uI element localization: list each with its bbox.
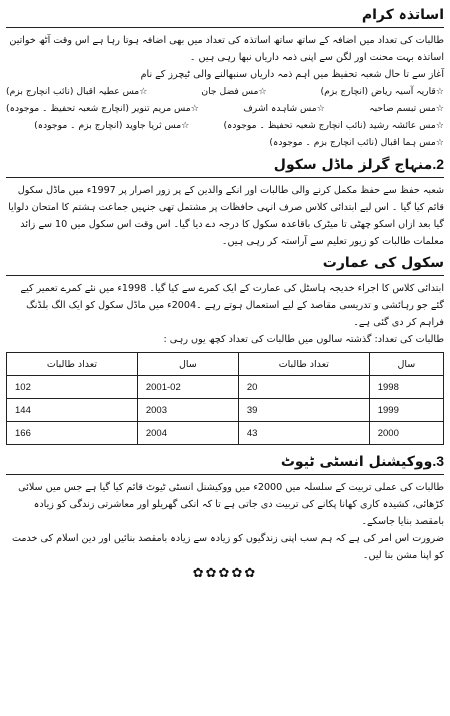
table-cell: 43 [238, 422, 369, 445]
teacher-names-list [6, 83, 444, 151]
teacher-name: ☆مس فضل جان [201, 86, 267, 97]
teacher-names-row [6, 117, 444, 134]
table-header-cell: تعداد طالبات [7, 353, 138, 376]
teacher-name: ☆مس تبسم صاحبہ [369, 103, 444, 114]
student-stats-table [6, 352, 444, 445]
table-cell: 39 [238, 399, 369, 422]
school-heading [6, 154, 444, 175]
table-cell: 2003 [137, 399, 238, 422]
table-header-cell: سال [369, 353, 443, 376]
table-cell: 144 [7, 399, 138, 422]
table-header-cell: تعداد طالبات [238, 353, 369, 376]
flower-ornament-icon: ✿✿✿✿✿ [192, 566, 258, 581]
teacher-name: ☆مس عائشہ رشید (نائب انچارج شعبہ تحفیظ ۔ موجودہ) [223, 120, 444, 131]
building-paragraph: ابتدائی کلاس کا اجراء خدیجہ ہاسٹل کی عمارت کے ایک کمرے سے کیا گیا۔ 1998ء میں نئے کمرے تعمیر کیے گئے جو رہائشی و تدریسی مقاصد کے لیے استعمال ہوتے رہے ۔2004ء میں ماڈل سکول کو ایک الگ بلڈنگ فراہم کر دی گئی ہے۔ [20, 283, 444, 328]
table-row [7, 422, 444, 445]
table-cell: 102 [7, 376, 138, 399]
teachers-paragraph: طالبات کی تعداد میں اضافہ کے ساتھ ساتھ اساتذہ کی تعداد میں بھی اضافہ ہوتا رہا ہے اس وقت آٹھ خواتین اساتذہ بہت محنت اور لگن سے اپنی ذمہ داریاں نبھا رہی ہیں ۔ [9, 35, 444, 63]
vocational-heading-number: 3. [432, 453, 444, 469]
school-paragraph: شعبہ حفظ سے حفظ مکمل کرنے والی طالبات اور انکے والدین کے پر زور اصرار پر 1997ء میں ماڈل سکول قائم کیا گیا ۔ اس لیے ابتدائی کلاس صرف انہی حافظات پر مشتمل تھی جنہیں جماعت ہشتم کا امتحان دلوایا گیا بعد ازاں اسکو چھٹی تا میٹرک باقاعدہ سکول کا درجہ دے دیا گیا۔ اس وقت اس سکول میں 10 سے زائد معلمات طالبات کو زیور تعلیم سے آراستہ کر رہی ہیں۔ [8, 185, 444, 247]
teachers-heading-rule [6, 27, 444, 28]
table-header-row [7, 353, 444, 376]
building-heading-rule [6, 275, 444, 276]
table-cell: 1999 [369, 399, 443, 422]
teacher-names-row [6, 134, 444, 151]
teacher-name: ☆مس مریم تنویر (انچارج شعبہ تحفیظ ۔ موجودہ) [6, 103, 199, 114]
stats-caption: طالبات کی تعداد: گذشتہ سالوں میں طالبات کی تعداد کچھ یوں رہی : [163, 334, 444, 345]
table-cell: 20 [238, 376, 369, 399]
school-heading-rule [6, 177, 444, 178]
vocational-heading-rule [6, 474, 444, 475]
teacher-name: ☆مس ثریا جاوید (انچارج بزم ۔ موجودہ) [34, 120, 190, 131]
building-heading: سکول کی عمارت [322, 255, 444, 271]
table-row [7, 376, 444, 399]
teacher-names-row [6, 100, 444, 117]
vocational-heading-text: ووکیشنل انسٹی ٹیوٹ [280, 454, 433, 470]
teacher-name: ☆قاریہ آسیہ ریاض (انچارج بزم) [320, 86, 444, 97]
teacher-names-row [6, 83, 444, 100]
table-cell: 166 [7, 422, 138, 445]
teacher-name: ☆مس شاہدہ اشرف [243, 103, 325, 114]
vocational-paragraph: طالبات کی عملی تربیت کے سلسلہ میں 2000ء میں ووکیشنل انسٹی ٹیوٹ قائم کیا گیا ہے جس میں سلائی کڑھائی، کشیدہ کاری کھانا پکانے کی تربیت دی جاتی ہے تا کہ انکی گھریلو اور معاشرتی زندگی کو زیادہ بامقصد بنایا جاسکے۔ [18, 482, 444, 527]
table-row [7, 399, 444, 422]
teachers-intro: آغاز سے تا حال شعبہ تحفیظ میں اہم ذمہ داریاں سنبھالنے والی ٹیچرز کے نام [140, 69, 444, 80]
table-cell: 2004 [137, 422, 238, 445]
school-heading-number: 2. [432, 156, 444, 172]
table-cell: 1998 [369, 376, 443, 399]
table-cell: 2001-02 [137, 376, 238, 399]
table-cell: 2000 [369, 422, 443, 445]
teachers-heading: اساتذہ کرام [361, 7, 444, 23]
school-heading-text: منہاج گرلز ماڈل سکول [273, 157, 433, 173]
closing-paragraph: ضرورت اس امر کی ہے کہ ہم سب اپنی زندگیوں کو زیادہ سے زیادہ بامقصد بنائیں اور دین اسلام کی خدمت کو اپنا مشن بنا لیں۔ [11, 533, 444, 561]
teacher-name: ☆مس ہما اقبال (نائب انچارج بزم ۔ موجودہ) [269, 137, 444, 148]
vocational-heading [6, 451, 444, 472]
table-header-cell: سال [137, 353, 238, 376]
teacher-name: ☆مس عطیہ اقبال (نائب انچارج بزم) [6, 86, 148, 97]
